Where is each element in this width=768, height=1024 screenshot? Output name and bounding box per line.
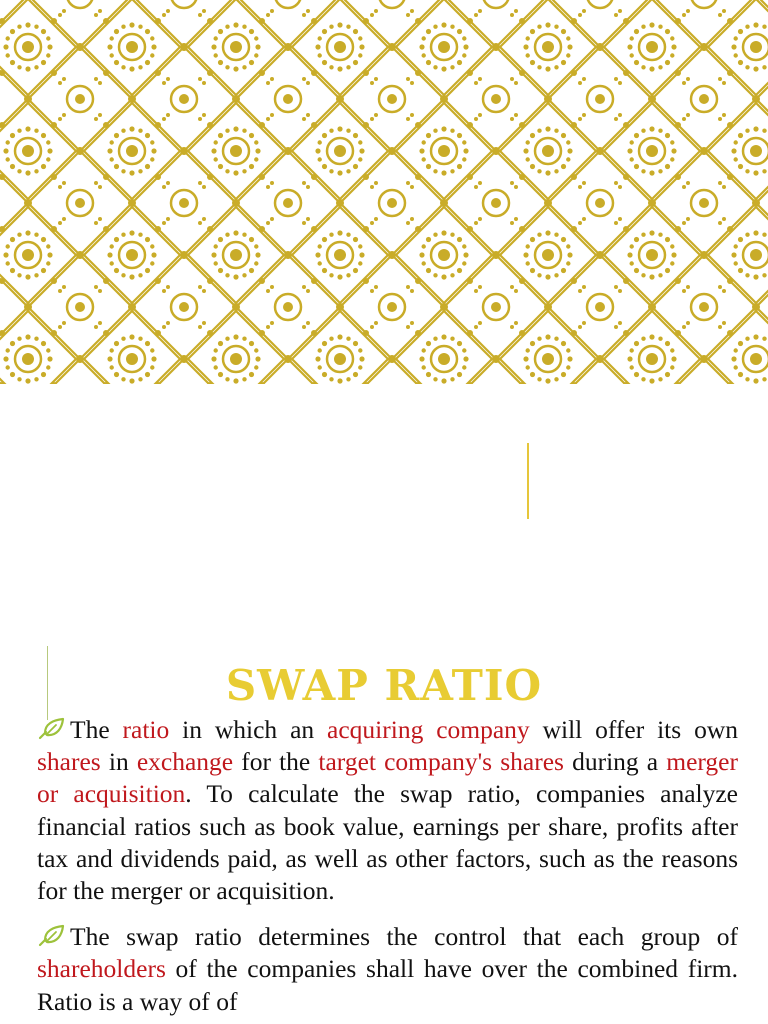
leaf-bullet-icon [37, 717, 65, 741]
text-run: for the [233, 747, 319, 777]
text-run: of [209, 986, 238, 1016]
text-run: The swap ratio determines the control that each group of [70, 922, 738, 952]
highlight-target-company-shares: target company's shares [318, 747, 564, 777]
paragraph-1 [37, 714, 738, 907]
text-run: will offer its own [529, 715, 738, 744]
highlight-ratio: ratio [122, 715, 170, 744]
highlight-exchange: exchange [136, 747, 234, 777]
leaf-bullet-icon [37, 924, 65, 948]
highlight-merger-or-acquisition: merger or acquisition [37, 747, 738, 809]
text-run: during a [563, 747, 667, 777]
decorative-pattern-banner [0, 0, 768, 384]
text-run: of the companies shall have over the combined firm. Ratio [37, 954, 738, 1016]
highlight-shareholders: shareholders [37, 954, 166, 984]
text-run: is a way of [92, 986, 210, 1016]
text-run: in [100, 747, 137, 777]
paragraph-2 [37, 921, 738, 1018]
text-run: in which an [169, 715, 328, 744]
accent-divider-line [527, 443, 529, 519]
slide-body [37, 714, 738, 1024]
text-run: . To calculate the swap ratio, companies analyze financial ratios such as book value, earnings per share, profits after tax and dividends paid, as well as other factors, such as the reasons for the merger or acquisition. [37, 779, 739, 906]
highlight-acquiring-company: acquiring company [327, 715, 530, 744]
text-run: The [70, 715, 123, 744]
slide-title: SWAP RATIO [225, 661, 543, 710]
highlight-shares: shares [37, 747, 101, 777]
